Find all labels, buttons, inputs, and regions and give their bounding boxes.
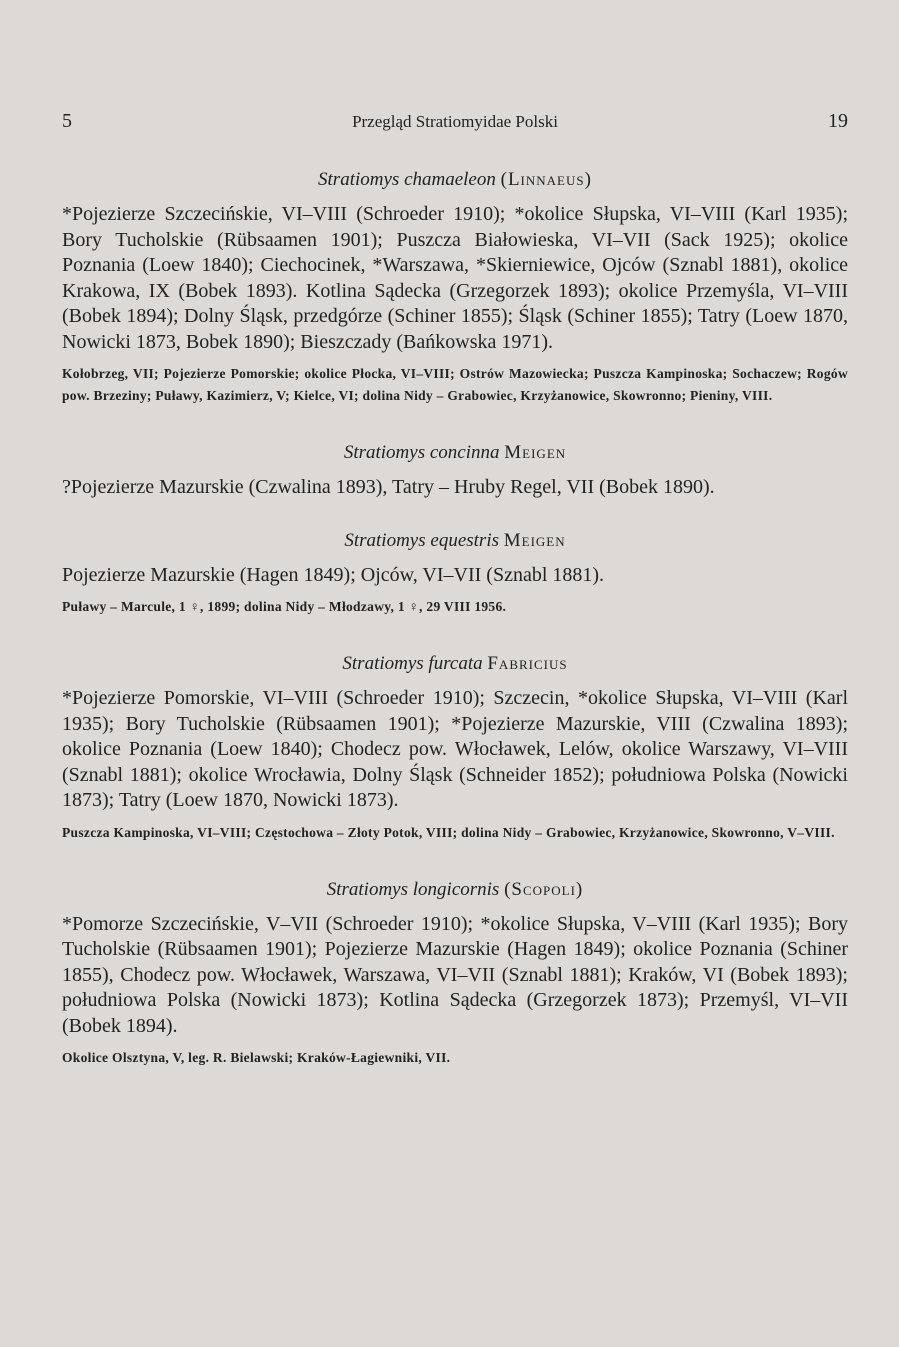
species-author: Meigen [503, 529, 566, 551]
genus-name: Stratiomys [326, 878, 409, 900]
species-epithet: chamaeleon [404, 169, 496, 190]
species-heading [62, 529, 848, 553]
species-epithet: furcata [428, 653, 483, 674]
species-epithet: equestris [430, 529, 499, 551]
species-entry [62, 168, 848, 407]
genus-name: Stratiomys [344, 529, 426, 551]
species-heading [62, 168, 848, 192]
species-heading [62, 652, 848, 676]
distribution-text: Pojezierze Mazurskie (Hagen 1849); Ojców, VI–VII (Sznabl 1881). [62, 563, 605, 586]
species-entry [62, 529, 848, 619]
species-author: Fabricius [487, 653, 568, 674]
genus-name: Stratiomys [343, 442, 426, 463]
species-entry [62, 441, 848, 501]
species-heading [62, 441, 848, 465]
species-epithet: concinna [429, 442, 500, 463]
page-number: 19 [828, 110, 848, 132]
species-author: (Scopoli) [504, 878, 584, 900]
main-content [62, 168, 848, 1069]
collection-note: Okolice Olsztyna, V, leg. R. Bielawski; Kraków-Łagiewniki, VII. [62, 1050, 451, 1065]
genus-name: Stratiomys [342, 653, 424, 674]
species-author: (Linnaeus) [500, 169, 592, 190]
running-title [62, 112, 848, 132]
distribution-text: *Pojezierze Szczecińskie, VI–VIII (Schroeder 1910); *okolice Słupska, VI–VIII (Karl 1935); Bory Tucholskie (Rübsaamen 1901); Puszcza Białowieska, VI–VII (Sack 1925); okolice Poznania (Loew 1840); Ciechocinek, *Warszawa, *Skierniewice, Ojców (Sznabl 1881), okolice Krakowa, IX (Bobek 1893). Kotlina Sądecka (Grzegorzek 1893); okolice Przemyśla, VI–VIII (Bobek 1894); Dolny Śląsk, przedgórze (Schiner 1855); Śląsk (Schiner 1855); Tatry (Loew 1870, Nowicki 1873, Bobek 1890); Bieszczady (Bańkowska 1971). [62, 203, 848, 353]
page-header [62, 110, 848, 140]
genus-name: Stratiomys [318, 169, 400, 190]
distribution-text: *Pomorze Szczecińskie, V–VII (Schroeder 1910); *okolice Słupska, V–VIII (Karl 1935); Bory Tucholskie (Rübsaamen 1901); Pojezierze Mazurskie (Hagen 1849); okolice Poznania (Schiner 1855), Chodecz pow. Włocławek, Warszawa, VI–VII (Sznabl 1881); Kraków, VI (Bobek 1893); południowa Polska (Nowicki 1873); Kotlina Sądecka (Grzegorzek 1873); Przemyśl, VI–VII (Bobek 1894). [62, 912, 848, 1037]
header-left-number: 5 [62, 110, 72, 132]
distribution-text: *Pojezierze Pomorskie, VI–VIII (Schroeder 1910); Szczecin, *okolice Słupska, VI–VIII (Karl 1935); Bory Tucholskie (Rübsaamen 1901); *Pojezierze Mazurskie, VIII (Czwalina 1893); okolice Poznania (Loew 1840); Chodecz pow. Włocławek, Lelów, okolice Warszawy, VI–VIII (Sznabl 1881); okolice Wrocławia, Dolny Śląsk (Schneider 1852); południowa Polska (Nowicki 1873); Tatry (Loew 1870, Nowicki 1873). [62, 687, 848, 811]
collection-note: Puszcza Kampinoska, VI–VIII; Częstochowa – Złoty Potok, VIII; dolina Nidy – Grabowiec, Krzyżanowice, Skowronno, V–VIII. [62, 824, 835, 840]
running-title-text: Przegląd Stratiomyidae Polski [352, 112, 558, 131]
collection-note: Puławy – Marcule, 1 ♀, 1899; dolina Nidy – Młodzawy, 1 ♀, 29 VIII 1956. [62, 599, 507, 614]
species-heading [62, 878, 848, 902]
species-epithet: longicornis [412, 878, 500, 900]
species-entry [62, 878, 848, 1070]
species-entry [62, 652, 848, 844]
species-author: Meigen [504, 442, 567, 463]
distribution-text: ?Pojezierze Mazurskie (Czwalina 1893), Tatry – Hruby Regel, VII (Bobek 1890). [62, 476, 715, 498]
collection-note: Kołobrzeg, VII; Pojezierze Pomorskie; okolice Płocka, VI–VIII; Ostrów Mazowiecka; Puszcza Kampinoska; Sochaczew; Rogów pow. Brzeziny; Puławy, Kazimierz, V; Kielce, VI; dolina Nidy – Grabowiec, Krzyżanowice, Skowronno; Pieniny, VIII. [62, 366, 848, 403]
